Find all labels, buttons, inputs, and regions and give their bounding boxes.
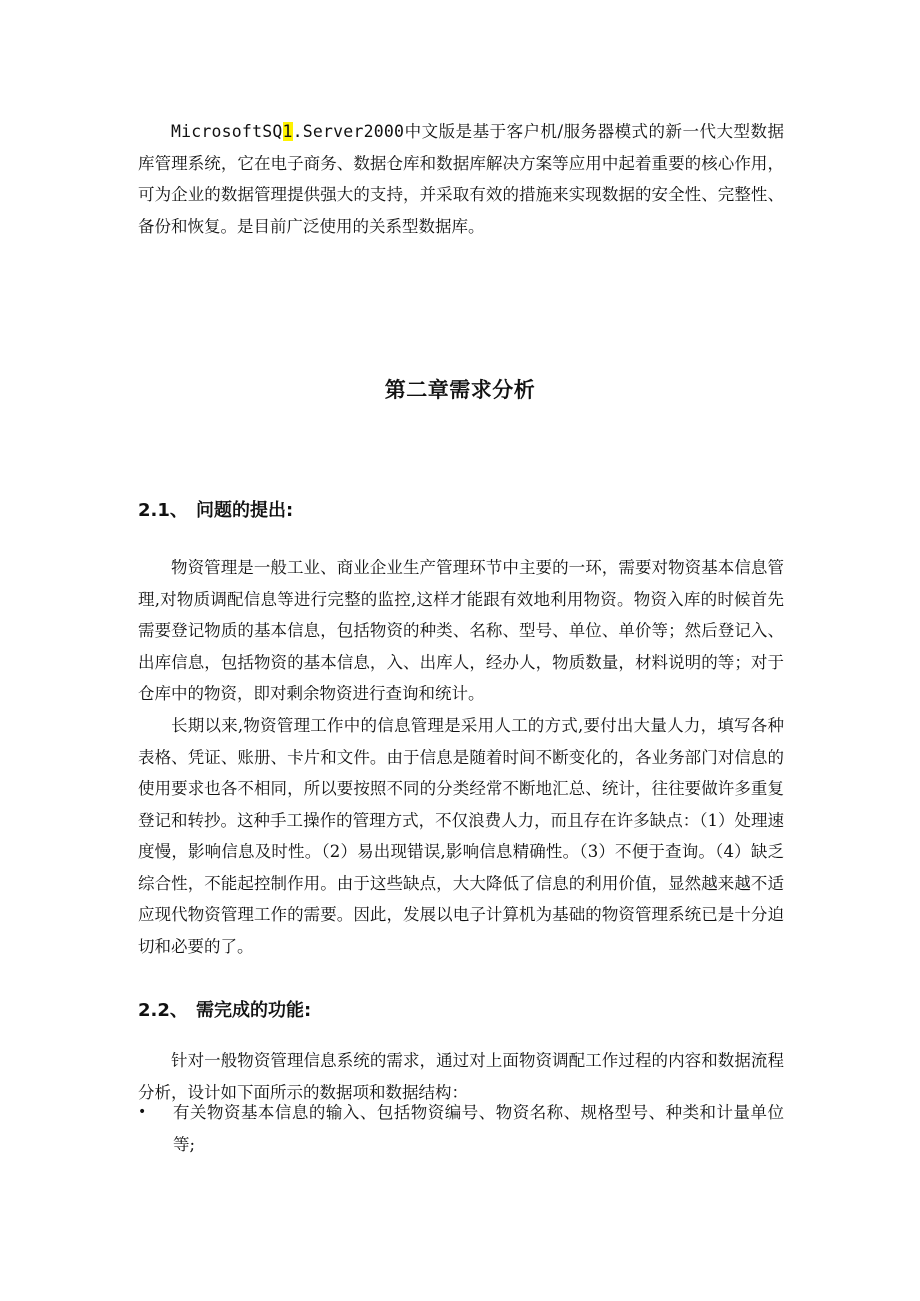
paragraph-requirements-intro: 针对一般物资管理信息系统的需求，通过对上面物资调配工作过程的内容和数据流程分析，设计如下面所示的数据项和数据结构： — [138, 1051, 784, 1102]
section-number: 2.2、 — [138, 1000, 188, 1021]
section-heading-2-2 — [138, 996, 311, 1022]
highlighted-text: 1 — [282, 122, 293, 141]
section-title: 需完成的功能: — [196, 1000, 312, 1021]
intro-paragraph — [138, 116, 784, 242]
product-name-server: .Server2000 — [292, 122, 405, 141]
paragraph-manual-management: 长期以来,物资管理工作中的信息管理是采用人工的方式,要付出大量人力，填写各种表格、凭证、账册、卡片和文件。由于信息是随着时间不断变化的，各业务部门对信息的使用要求也各不相同，所以要按照不同的分类经常不断地汇总、统计，往往要做许多重复登记和转抄。这种手工操作的管理方式，不仅浪费人力，而且存在许多缺点：（1）处理速度慢，影响信息及时性。（2）易出现错误,影响信息精确性。（3）不便于查询。（4）缺乏综合性，不能起控制作用。由于这些缺点，大大降低了信息的利用价值，显然越来越不适应现代物资管理工作的需要。因此，发展以电子计算机为基础的物资管理系统已是十分迫切和必要的了。 — [138, 716, 784, 956]
section-heading-2-1 — [138, 496, 293, 522]
list-item-text: 有关物资基本信息的输入、包括物资编号、物资名称、规格型号、种类和计量单位等; — [173, 1103, 784, 1154]
chapter-title: 第二章需求分析 — [384, 378, 536, 402]
paragraph-material-management: 物资管理是一般工业、商业企业生产管理环节中主要的一环，需要对物资基本信息管理,对物质调配信息等进行完整的监控,这样才能跟有效地利用物资。物资入库的时候首先需要登记物质的基本信息，包括物资的种类、名称、型号、单位、单价等；然后登记入、出库信息，包括物资的基本信息，入、出库人，经办人，物质数量，材料说明的等；对于仓库中的物资，即对剩余物资进行查询和统计。 — [138, 558, 784, 703]
section-title: 问题的提出: — [196, 500, 294, 521]
list-item — [138, 1097, 784, 1160]
intro-text: 中文版是基于客户机/服务器模式的新一代大型数据库管理系统，它在电子商务、数据仓库和数据库解决方案等应用中起着重要的核心作用，可为企业的数据管理提供强大的支持，并采取有效的措施来实现数据的安全性、完整性、备份和恢复。是目前广泛使用的关系型数据库。 — [138, 122, 784, 236]
section-number: 2.1、 — [138, 500, 188, 521]
product-name-sq: SQ — [262, 122, 283, 141]
product-name-prefix: Microsoft — [171, 122, 263, 141]
bullet-icon: • — [138, 1104, 147, 1120]
